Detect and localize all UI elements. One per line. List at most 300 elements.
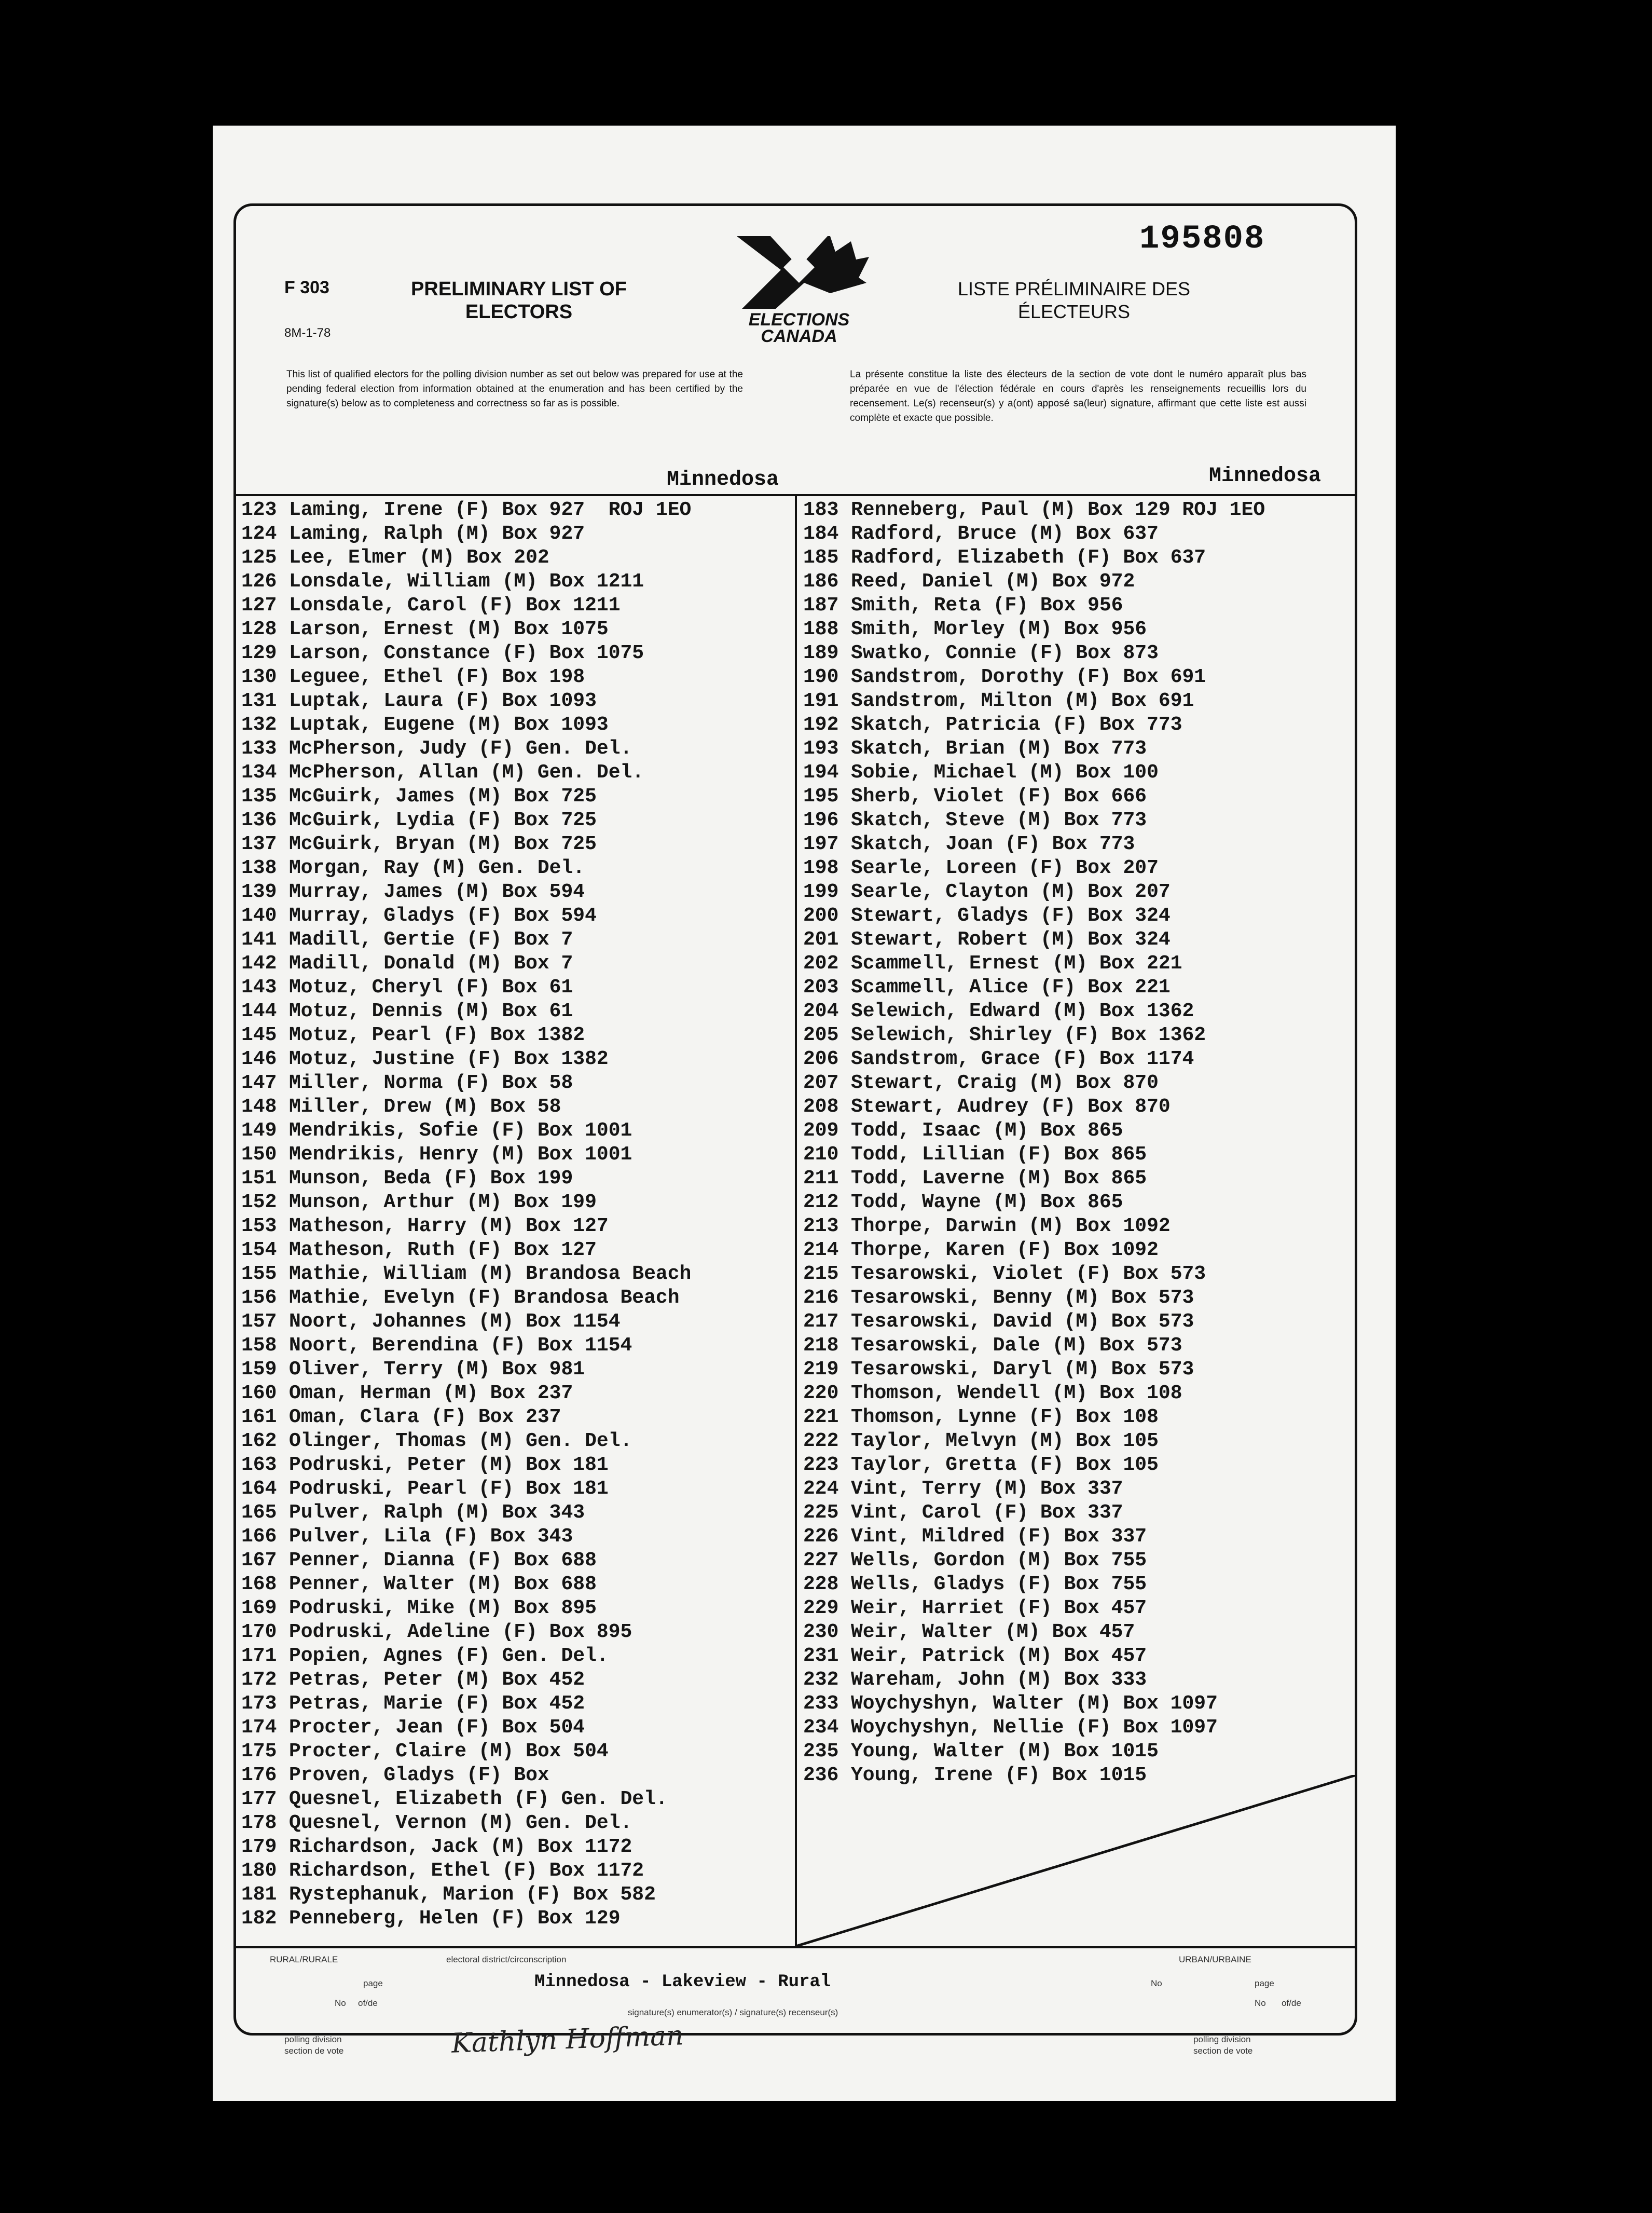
elector-entry: Selewich, Edward (M) Box 1362 [851,1000,1194,1022]
elector-entry: Murray, Gladys (F) Box 594 [289,905,597,927]
elector-number: 196 [803,809,839,831]
elector-number: 231 [803,1645,839,1667]
elector-number: 183 [803,499,839,521]
elector-entry: Thomson, Wendell (M) Box 108 [851,1382,1182,1404]
elector-row [241,1477,691,1501]
elector-entry: Vint, Carol (F) Box 337 [851,1501,1123,1524]
elector-number: 187 [803,594,839,617]
elector-row [803,1525,1265,1549]
elector-number: 216 [803,1287,839,1309]
elector-number: 174 [241,1716,277,1739]
elector-entry: Penner, Walter (M) Box 688 [289,1573,597,1595]
elector-number: 221 [803,1406,839,1428]
elector-number: 205 [803,1024,839,1046]
elector-number: 150 [241,1143,277,1166]
elector-row [241,713,691,737]
elector-entry: McPherson, Allan (M) Gen. Del. [289,761,644,784]
elector-entry: Podruski, Peter (M) Box 181 [289,1454,609,1476]
elector-number: 156 [241,1287,277,1309]
elector-row [803,1000,1265,1023]
elector-entry: Quesnel, Vernon (M) Gen. Del. [289,1812,632,1834]
section-label-right: section de vote [1193,2046,1253,2056]
place-left: Minnedosa [667,468,779,491]
elector-row [241,1764,691,1787]
elector-number: 215 [803,1263,839,1285]
elector-number: 128 [241,618,277,640]
elector-number: 217 [803,1310,839,1333]
elector-number: 212 [803,1191,839,1213]
elector-entry: Pulver, Lila (F) Box 343 [289,1525,573,1548]
elector-row [241,1692,691,1716]
elector-entry: Leguee, Ethel (F) Box 198 [289,666,585,688]
elector-number: 155 [241,1263,277,1285]
elector-row [241,689,691,713]
logo-text [726,311,872,345]
elector-row [241,1023,691,1047]
elector-number: 157 [241,1310,277,1333]
elector-number: 189 [803,642,839,664]
no-label-right-b: No [1255,1998,1266,2008]
elector-entry: Todd, Wayne (M) Box 865 [851,1191,1123,1213]
elector-entry: Searle, Loreen (F) Box 207 [851,857,1159,879]
elector-number: 164 [241,1478,277,1500]
title-english-line2: ELECTORS [465,301,573,323]
elector-number: 186 [803,570,839,593]
elector-entry: Searle, Clayton (M) Box 207 [851,881,1171,903]
elector-entry: Skatch, Patricia (F) Box 773 [851,714,1182,736]
elector-number: 193 [803,737,839,760]
elector-number: 230 [803,1621,839,1643]
elector-row [241,1143,691,1167]
elector-row [241,1740,691,1764]
elector-row [803,1740,1265,1764]
elector-row [803,1023,1265,1047]
elector-number: 191 [803,690,839,712]
elector-number: 176 [241,1764,277,1786]
elector-number: 234 [803,1716,839,1739]
section-label-left: section de vote [284,2046,344,2056]
elector-number: 222 [803,1430,839,1452]
elector-number: 147 [241,1072,277,1094]
elector-row [241,785,691,809]
elector-entry: Luptak, Eugene (M) Box 1093 [289,714,609,736]
elector-entry: Lee, Elmer (M) Box 202 [289,547,549,569]
elector-row [803,1549,1265,1573]
elector-entry: Thomson, Lynne (F) Box 108 [851,1406,1159,1428]
elector-number: 143 [241,976,277,999]
elector-number: 124 [241,523,277,545]
elector-number: 149 [241,1119,277,1142]
elector-entry: Wells, Gladys (F) Box 755 [851,1573,1147,1595]
elector-number: 181 [241,1883,277,1906]
elector-row [803,1238,1265,1262]
serial-number: 195808 [1139,221,1265,258]
elector-number: 229 [803,1597,839,1619]
elector-row [241,618,691,641]
elector-entry: Sandstrom, Milton (M) Box 691 [851,690,1194,712]
elector-entry: Skatch, Brian (M) Box 773 [851,737,1147,760]
elector-number: 168 [241,1573,277,1595]
elector-number: 201 [803,928,839,951]
elector-number: 144 [241,1000,277,1022]
signature-label: signature(s) enumerator(s) / signature(s) recenseur(s) [628,2007,838,2017]
elector-entry: Podruski, Pearl (F) Box 181 [289,1478,609,1500]
elector-entry: Podruski, Mike (M) Box 895 [289,1597,597,1619]
title-french-line1: LISTE PRÉLIMINAIRE DES [957,278,1191,299]
elector-entry: Renneberg, Paul (M) Box 129 ROJ 1EO [851,499,1265,521]
elector-entry: Madill, Donald (M) Box 7 [289,952,573,975]
elector-number: 219 [803,1358,839,1381]
elector-number: 210 [803,1143,839,1166]
elector-row [803,594,1265,618]
elector-entry: Tesarowski, Benny (M) Box 573 [851,1287,1194,1309]
elector-entry: Skatch, Steve (M) Box 773 [851,809,1147,831]
elector-number: 127 [241,594,277,617]
elector-row [241,1501,691,1525]
elector-row [803,570,1265,594]
elector-number: 177 [241,1788,277,1810]
elector-entry: Rystephanuk, Marion (F) Box 582 [289,1883,656,1906]
elector-row [241,594,691,618]
elector-row [241,904,691,928]
elector-entry: Motuz, Cheryl (F) Box 61 [289,976,573,999]
elector-row [803,976,1265,1000]
elector-number: 218 [803,1334,839,1357]
elector-row [803,1095,1265,1119]
polling-division-label: polling division [284,2034,342,2044]
elector-row [241,1811,691,1835]
elector-entry: Mathie, Evelyn (F) Brandosa Beach [289,1287,680,1309]
elector-entry: Thorpe, Karen (F) Box 1092 [851,1239,1159,1261]
elector-number: 123 [241,499,277,521]
elector-row [803,737,1265,761]
elector-row [803,1286,1265,1310]
elector-entry: Weir, Patrick (M) Box 457 [851,1645,1147,1667]
elector-number: 236 [803,1764,839,1786]
elector-entry: Larson, Ernest (M) Box 1075 [289,618,609,640]
elector-row [803,1334,1265,1358]
elector-row [803,641,1265,665]
elector-number: 185 [803,547,839,569]
elector-number: 195 [803,785,839,808]
elector-number: 200 [803,905,839,927]
elector-number: 190 [803,666,839,688]
elector-number: 209 [803,1119,839,1142]
elector-row [803,1644,1265,1668]
page-label-right: page [1255,1978,1274,1988]
elector-entry: Todd, Lillian (F) Box 865 [851,1143,1147,1166]
elector-number: 125 [241,547,277,569]
elector-entry: McGuirk, James (M) Box 725 [289,785,597,808]
elector-entry: Radford, Bruce (M) Box 637 [851,523,1159,545]
elector-entry: Smith, Reta (F) Box 956 [851,594,1123,617]
elector-entry: Munson, Beda (F) Box 199 [289,1167,573,1190]
elector-number: 151 [241,1167,277,1190]
elector-entry: Mendrikis, Sofie (F) Box 1001 [289,1119,632,1142]
elector-row [803,880,1265,904]
elector-row [803,1405,1265,1429]
elector-entry: Tesarowski, Dale (M) Box 573 [851,1334,1182,1357]
elector-entry: Popien, Agnes (F) Gen. Del. [289,1645,609,1667]
elector-row [241,761,691,785]
elector-entry: Olinger, Thomas (M) Gen. Del. [289,1430,632,1452]
elector-entry: Laming, Ralph (M) Box 927 [289,523,585,545]
elector-number: 163 [241,1454,277,1476]
elector-row [241,1859,691,1883]
elector-entry: Tesarowski, David (M) Box 573 [851,1310,1194,1333]
elector-row [803,1191,1265,1214]
polling-division-label-right: polling division [1193,2034,1251,2044]
elector-number: 206 [803,1048,839,1070]
intro-english: This list of qualified electors for the polling division number as set out below was prepared for use at the pending federal election from information obtained at the enumeration and has been certified by the signature(s) below as to completeness and correctness so far as is possible. [286,369,743,409]
elector-entry: Young, Irene (F) Box 1015 [851,1764,1147,1786]
elector-entry: Madill, Gertie (F) Box 7 [289,928,573,951]
elector-row [241,1716,691,1740]
elector-row [803,904,1265,928]
elector-number: 146 [241,1048,277,1070]
elector-row [241,1644,691,1668]
elector-row [803,1310,1265,1334]
elector-number: 232 [803,1669,839,1691]
elector-row [241,1095,691,1119]
elector-number: 166 [241,1525,277,1548]
elector-entry: Matheson, Ruth (F) Box 127 [289,1239,597,1261]
elector-row [803,713,1265,737]
elector-row [241,928,691,952]
elector-entry: Taylor, Melvyn (M) Box 105 [851,1430,1159,1452]
elector-number: 134 [241,761,277,784]
elector-number: 140 [241,905,277,927]
elector-number: 167 [241,1549,277,1572]
elector-row [803,1047,1265,1071]
elector-row [803,1382,1265,1405]
elector-number: 162 [241,1430,277,1452]
elector-entry: Sherb, Violet (F) Box 666 [851,785,1147,808]
elector-number: 142 [241,952,277,975]
elector-number: 126 [241,570,277,593]
elector-row [803,1716,1265,1740]
page-label-left: page [363,1978,383,1988]
elector-entry: Motuz, Dennis (M) Box 61 [289,1000,573,1022]
elector-row [803,546,1265,570]
elector-row [241,1549,691,1573]
elector-entry: Reed, Daniel (M) Box 972 [851,570,1135,593]
elector-row [241,498,691,522]
elector-number: 202 [803,952,839,975]
elector-number: 192 [803,714,839,736]
elector-row [241,522,691,546]
elector-entry: Todd, Isaac (M) Box 865 [851,1119,1123,1142]
elector-row [803,1573,1265,1596]
elector-row [803,618,1265,641]
elector-entry: Lonsdale, William (M) Box 1211 [289,570,644,593]
elector-entry: Petras, Peter (M) Box 452 [289,1669,585,1691]
elector-entry: Richardson, Jack (M) Box 1172 [289,1836,632,1858]
elector-entry: Radford, Elizabeth (F) Box 637 [851,547,1206,569]
elector-number: 136 [241,809,277,831]
elector-row [803,761,1265,785]
elector-number: 159 [241,1358,277,1381]
elector-row [803,1596,1265,1620]
elector-number: 182 [241,1907,277,1930]
elector-row [241,1214,691,1238]
elector-entry: Murray, James (M) Box 594 [289,881,585,903]
elector-entry: Mendrikis, Henry (M) Box 1001 [289,1143,632,1166]
elector-number: 228 [803,1573,839,1595]
elector-entry: Weir, Walter (M) Box 457 [851,1621,1135,1643]
elector-entry: Woychyshyn, Walter (M) Box 1097 [851,1692,1218,1715]
elector-entry: Podruski, Adeline (F) Box 895 [289,1621,632,1643]
elector-row [241,1047,691,1071]
elector-row [803,809,1265,832]
elector-number: 129 [241,642,277,664]
elector-number: 223 [803,1454,839,1476]
elector-row [241,1238,691,1262]
elector-row [241,1573,691,1596]
elector-row [803,928,1265,952]
elector-row [803,1668,1265,1692]
elector-entry: Stewart, Robert (M) Box 324 [851,928,1171,951]
elector-row [241,809,691,832]
form-code: F 303 [284,278,329,297]
elector-number: 153 [241,1215,277,1237]
elector-number: 171 [241,1645,277,1667]
elector-number: 180 [241,1860,277,1882]
elector-entry: Noort, Johannes (M) Box 1154 [289,1310,621,1333]
elector-row [803,1143,1265,1167]
elector-row [241,1525,691,1549]
elector-number: 173 [241,1692,277,1715]
elector-row [241,832,691,856]
elector-number: 204 [803,1000,839,1022]
elector-row [241,1191,691,1214]
elector-row [241,1429,691,1453]
elector-number: 170 [241,1621,277,1643]
elector-number: 188 [803,618,839,640]
elector-entry: Matheson, Harry (M) Box 127 [289,1215,609,1237]
elector-entry: Motuz, Pearl (F) Box 1382 [289,1024,585,1046]
elector-number: 141 [241,928,277,951]
elector-entry: Oman, Herman (M) Box 237 [289,1382,573,1404]
elector-row [803,1692,1265,1716]
elector-number: 131 [241,690,277,712]
elector-entry: Sandstrom, Dorothy (F) Box 691 [851,666,1206,688]
elector-row [803,832,1265,856]
elector-entry: Richardson, Ethel (F) Box 1172 [289,1860,644,1882]
elector-number: 213 [803,1215,839,1237]
elector-entry: Noort, Berendina (F) Box 1154 [289,1334,632,1357]
elector-entry: Skatch, Joan (F) Box 773 [851,833,1135,855]
elector-entry: Quesnel, Elizabeth (F) Gen. Del. [289,1788,668,1810]
elector-row [241,1405,691,1429]
elector-row [241,1835,691,1859]
elector-row [803,1167,1265,1191]
elector-entry: Oliver, Terry (M) Box 981 [289,1358,585,1381]
elector-row [241,1286,691,1310]
elector-number: 161 [241,1406,277,1428]
cancel-line [796,1775,1357,1948]
elector-row [241,1262,691,1286]
elector-entry: Tesarowski, Violet (F) Box 573 [851,1263,1206,1285]
urban-label: URBAN/URBAINE [1179,1955,1251,1964]
elector-row [241,1310,691,1334]
elector-number: 197 [803,833,839,855]
elector-number: 154 [241,1239,277,1261]
elector-row [241,1382,691,1405]
elector-number: 175 [241,1740,277,1763]
elector-entry: Larson, Constance (F) Box 1075 [289,642,644,664]
elector-entry: Luptak, Laura (F) Box 1093 [289,690,597,712]
elector-row [241,641,691,665]
elector-entry: McGuirk, Bryan (M) Box 725 [289,833,597,855]
elector-entry: Taylor, Gretta (F) Box 105 [851,1454,1159,1476]
elector-number: 208 [803,1096,839,1118]
no-label-right-a: No [1151,1978,1162,1988]
elector-row [241,880,691,904]
elector-entry: Penner, Dianna (F) Box 688 [289,1549,597,1572]
elector-row [803,785,1265,809]
elector-number: 198 [803,857,839,879]
elector-entry: Weir, Harriet (F) Box 457 [851,1597,1147,1619]
elector-number: 145 [241,1024,277,1046]
elector-entry: Stewart, Craig (M) Box 870 [851,1072,1159,1094]
elector-entry: Laming, Irene (F) Box 927 ROJ 1EO [289,499,692,521]
elector-number: 207 [803,1072,839,1094]
elector-row [803,856,1265,880]
elector-entry: Smith, Morley (M) Box 956 [851,618,1147,640]
elector-row [803,1119,1265,1143]
elector-row [803,952,1265,976]
elector-row [803,1429,1265,1453]
no-label-left: No [335,1998,346,2008]
elections-canada-logo [726,231,872,346]
title-english-line1: PRELIMINARY LIST OF [411,278,627,300]
elector-entry: Miller, Drew (M) Box 58 [289,1096,561,1118]
elector-number: 158 [241,1334,277,1357]
elector-entry: Miller, Norma (F) Box 58 [289,1072,573,1094]
elector-entry: Mathie, William (M) Brandosa Beach [289,1263,692,1285]
elector-row [241,1358,691,1382]
elector-number: 214 [803,1239,839,1261]
form-date: 8M-1-78 [284,326,331,340]
elector-number: 220 [803,1382,839,1404]
elector-number: 233 [803,1692,839,1715]
elector-row [241,665,691,689]
elector-row [241,1334,691,1358]
elector-number: 211 [803,1167,839,1190]
elector-entry: Penneberg, Helen (F) Box 129 [289,1907,621,1930]
elector-row [241,1167,691,1191]
elector-row [803,1071,1265,1095]
elector-entry: Wareham, John (M) Box 333 [851,1669,1147,1691]
elector-row [241,570,691,594]
elector-row [241,1071,691,1095]
elector-entry: Scammell, Ernest (M) Box 221 [851,952,1182,975]
column-divider [795,494,797,1948]
elector-number: 165 [241,1501,277,1524]
elector-number: 138 [241,857,277,879]
elector-entry: Vint, Terry (M) Box 337 [851,1478,1123,1500]
elector-row [803,1358,1265,1382]
elector-number: 133 [241,737,277,760]
elector-entry: McGuirk, Lydia (F) Box 725 [289,809,597,831]
elector-entry: Swatko, Connie (F) Box 873 [851,642,1159,664]
elector-number: 172 [241,1669,277,1691]
logo-line1: ELECTIONS [748,310,850,330]
elector-row [241,737,691,761]
elector-number: 139 [241,881,277,903]
elector-row [803,1501,1265,1525]
